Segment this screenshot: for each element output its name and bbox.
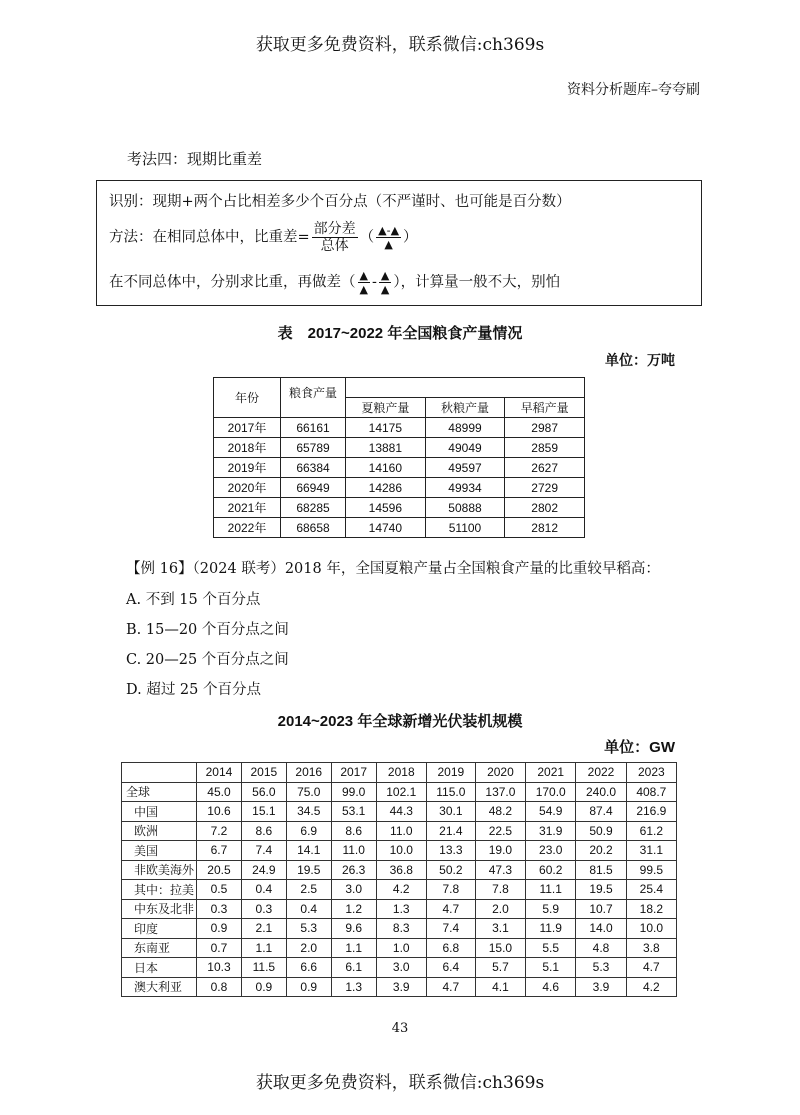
header-autumn: 秋粮产量 xyxy=(425,398,505,418)
cell: 11.1 xyxy=(526,880,576,900)
table-row xyxy=(122,899,677,919)
triangle-fraction xyxy=(376,224,401,251)
cell: 115.0 xyxy=(426,782,475,802)
cell: 3.0 xyxy=(331,880,376,900)
cell: 6.7 xyxy=(197,841,242,861)
cell: 4.1 xyxy=(475,977,525,997)
cell: 137.0 xyxy=(475,782,525,802)
cell: 4.8 xyxy=(576,938,626,958)
year-header: 2014 xyxy=(197,763,242,783)
box-line-identify: 识别：现期+两个占比相差多少个百分点（不严谨时、也可能是百分数） xyxy=(109,194,571,210)
cell: 87.4 xyxy=(576,802,626,822)
header-summer: 夏粮产量 xyxy=(346,398,426,418)
row-label: 美国 xyxy=(122,841,197,861)
cell: 5.3 xyxy=(576,958,626,978)
paren-close: ） xyxy=(403,229,418,246)
cell: 99.5 xyxy=(626,860,676,880)
cell: 13.3 xyxy=(426,841,475,861)
row-label: 日本 xyxy=(122,958,197,978)
cell: 19.5 xyxy=(286,860,331,880)
cell: 10.6 xyxy=(197,802,242,822)
cell: 7.4 xyxy=(426,919,475,939)
table-row xyxy=(122,782,677,802)
top-banner: 获取更多免费资料，联系微信:ch369s xyxy=(255,35,545,55)
cell: 8.6 xyxy=(331,821,376,841)
table2-title: 2014~2023 年全球新增光伏装机规模 xyxy=(277,713,523,730)
cell: 61.2 xyxy=(626,821,676,841)
cell: 0.3 xyxy=(197,899,242,919)
header-blank xyxy=(346,378,585,398)
cell: 51100 xyxy=(425,518,505,538)
cell: 3.9 xyxy=(376,977,426,997)
cell: 14175 xyxy=(346,418,426,438)
formula-fraction xyxy=(312,221,358,254)
year-header: 2023 xyxy=(626,763,676,783)
year-header: 2019 xyxy=(426,763,475,783)
cell: 5.7 xyxy=(475,958,525,978)
cell: 26.3 xyxy=(331,860,376,880)
row-label: 澳大利亚 xyxy=(122,977,197,997)
solar-table-body xyxy=(122,782,677,997)
method-box xyxy=(96,180,702,306)
cell: 22.5 xyxy=(475,821,525,841)
cell: 3.0 xyxy=(376,958,426,978)
cell: 0.5 xyxy=(197,880,242,900)
cell: 11.0 xyxy=(376,821,426,841)
triangle-denominator-1: ▲ xyxy=(359,283,368,296)
cell: 14286 xyxy=(346,478,426,498)
table-row xyxy=(122,802,677,822)
method-prefix: 方法：在相同总体中，比重差= xyxy=(109,229,310,246)
table-row xyxy=(122,860,677,880)
grain-table xyxy=(213,377,585,538)
cell: 2812 xyxy=(505,518,585,538)
cell: 60.2 xyxy=(526,860,576,880)
solar-table xyxy=(121,762,677,997)
cell: 19.5 xyxy=(576,880,626,900)
cell: 3.8 xyxy=(626,938,676,958)
cell: 25.4 xyxy=(626,880,676,900)
cell: 6.9 xyxy=(286,821,331,841)
cell: 5.5 xyxy=(526,938,576,958)
year-header: 2021 xyxy=(526,763,576,783)
row-label: 印度 xyxy=(122,919,197,939)
cell: 2020年 xyxy=(214,478,281,498)
cell: 21.4 xyxy=(426,821,475,841)
table1-title: 表 2017~2022 年全国粮食产量情况 xyxy=(277,325,523,342)
cell: 2018年 xyxy=(214,438,281,458)
row-label: 其中：拉美 xyxy=(122,880,197,900)
cell: 2019年 xyxy=(214,458,281,478)
triangle-numerator-2: ▲ xyxy=(380,269,390,282)
cell: 4.2 xyxy=(626,977,676,997)
cell: 0.4 xyxy=(286,899,331,919)
cell: 2859 xyxy=(505,438,585,458)
minus-sign: - xyxy=(371,274,377,291)
cell: 2.5 xyxy=(286,880,331,900)
cell: 6.4 xyxy=(426,958,475,978)
cell: 50.9 xyxy=(576,821,626,841)
cell: 4.2 xyxy=(376,880,426,900)
cell: 20.2 xyxy=(576,841,626,861)
cell: 14.1 xyxy=(286,841,331,861)
table-row xyxy=(214,498,585,518)
year-header: 2018 xyxy=(376,763,426,783)
cell: 75.0 xyxy=(286,782,331,802)
page-number: 43 xyxy=(391,1021,409,1036)
header-grain: 粮食产量 xyxy=(281,378,346,418)
cell: 1.3 xyxy=(376,899,426,919)
cell: 10.0 xyxy=(376,841,426,861)
cell: 66161 xyxy=(281,418,346,438)
triangle-fraction-1 xyxy=(358,269,370,296)
cell: 34.5 xyxy=(286,802,331,822)
cell: 48999 xyxy=(425,418,505,438)
method-title: 考法四：现期比重差 xyxy=(127,150,263,168)
option-a: A. 不到 15 个百分点 xyxy=(126,592,261,608)
cell: 0.7 xyxy=(197,938,242,958)
cell: 14160 xyxy=(346,458,426,478)
bottom-banner: 获取更多免费资料，联系微信:ch369s xyxy=(255,1073,545,1093)
cell: 8.3 xyxy=(376,919,426,939)
cell: 48.2 xyxy=(475,802,525,822)
cell: 11.0 xyxy=(331,841,376,861)
cell: 5.1 xyxy=(526,958,576,978)
cell: 3.9 xyxy=(576,977,626,997)
year-header: 2022 xyxy=(576,763,626,783)
cell: 10.7 xyxy=(576,899,626,919)
cell: 2.1 xyxy=(241,919,286,939)
cell: 13881 xyxy=(346,438,426,458)
cell: 4.7 xyxy=(426,899,475,919)
cell: 18.2 xyxy=(626,899,676,919)
cell: 11.9 xyxy=(526,919,576,939)
cell: 5.9 xyxy=(526,899,576,919)
cell: 81.5 xyxy=(576,860,626,880)
cell: 6.6 xyxy=(286,958,331,978)
header-right: 资料分析题库–夸夸刷 xyxy=(567,82,700,98)
different-prefix: 在不同总体中，分别求比重，再做差（ xyxy=(109,274,356,291)
cell: 14.0 xyxy=(576,919,626,939)
cell: 66949 xyxy=(281,478,346,498)
header-year: 年份 xyxy=(214,378,281,418)
cell: 7.8 xyxy=(426,880,475,900)
cell: 1.2 xyxy=(331,899,376,919)
formula-denominator: 总体 xyxy=(320,238,349,254)
cell: 24.9 xyxy=(241,860,286,880)
row-label: 非欧美海外 xyxy=(122,860,197,880)
cell: 0.4 xyxy=(241,880,286,900)
triangle-numerator: ▲-▲ xyxy=(378,224,400,237)
cell: 47.3 xyxy=(475,860,525,880)
cell: 65789 xyxy=(281,438,346,458)
cell: 45.0 xyxy=(197,782,242,802)
table-row xyxy=(122,880,677,900)
cell: 0.9 xyxy=(241,977,286,997)
table-row xyxy=(122,919,677,939)
cell: 14740 xyxy=(346,518,426,538)
cell: 1.1 xyxy=(241,938,286,958)
question-text: 【例 16】（2024 联考）2018 年，全国夏粮产量占全国粮食产量的比重较早稻高： xyxy=(126,561,660,577)
cell: 7.2 xyxy=(197,821,242,841)
cell: 15.1 xyxy=(241,802,286,822)
cell: 11.5 xyxy=(241,958,286,978)
cell: 9.6 xyxy=(331,919,376,939)
cell: 240.0 xyxy=(576,782,626,802)
cell: 66384 xyxy=(281,458,346,478)
cell: 14596 xyxy=(346,498,426,518)
cell: 4.7 xyxy=(626,958,676,978)
cell: 49597 xyxy=(425,458,505,478)
cell: 2017年 xyxy=(214,418,281,438)
cell: 2729 xyxy=(505,478,585,498)
table-row xyxy=(214,458,585,478)
cell: 36.8 xyxy=(376,860,426,880)
table-row xyxy=(214,438,585,458)
cell: 408.7 xyxy=(626,782,676,802)
cell: 15.0 xyxy=(475,938,525,958)
cell: 0.9 xyxy=(286,977,331,997)
cell: 23.0 xyxy=(526,841,576,861)
row-label: 欧洲 xyxy=(122,821,197,841)
triangle-numerator-1: ▲ xyxy=(359,269,368,282)
option-b: B. 15—20 个百分点之间 xyxy=(126,622,289,638)
cell: 31.9 xyxy=(526,821,576,841)
cell: 1.3 xyxy=(331,977,376,997)
cell: 6.1 xyxy=(331,958,376,978)
cell: 0.8 xyxy=(197,977,242,997)
cell: 170.0 xyxy=(526,782,576,802)
cell: 0.9 xyxy=(197,919,242,939)
cell: 10.0 xyxy=(626,919,676,939)
cell: 6.8 xyxy=(426,938,475,958)
cell: 7.8 xyxy=(475,880,525,900)
cell: 4.7 xyxy=(426,977,475,997)
row-label: 东南亚 xyxy=(122,938,197,958)
year-header: 2016 xyxy=(286,763,331,783)
cell: 4.6 xyxy=(526,977,576,997)
cell: 102.1 xyxy=(376,782,426,802)
triangle-denominator: ▲ xyxy=(384,238,393,251)
table-row xyxy=(122,821,677,841)
row-label: 中国 xyxy=(122,802,197,822)
table-row xyxy=(122,958,677,978)
cell: 68658 xyxy=(281,518,346,538)
cell: 10.3 xyxy=(197,958,242,978)
cell: 1.1 xyxy=(331,938,376,958)
cell: 50888 xyxy=(425,498,505,518)
cell: 216.9 xyxy=(626,802,676,822)
year-header: 2015 xyxy=(241,763,286,783)
cell: 44.3 xyxy=(376,802,426,822)
triangle-denominator-2: ▲ xyxy=(380,283,390,296)
cell: 2022年 xyxy=(214,518,281,538)
table2-unit: 单位：GW xyxy=(604,739,675,756)
cell: 5.3 xyxy=(286,919,331,939)
paren-open: （ xyxy=(359,229,375,246)
table-row xyxy=(214,478,585,498)
header-row xyxy=(122,763,677,783)
table-row xyxy=(122,977,677,997)
cell: 2021年 xyxy=(214,498,281,518)
cell: 20.5 xyxy=(197,860,242,880)
cell: 54.9 xyxy=(526,802,576,822)
option-c: C. 20—25 个百分点之间 xyxy=(126,652,289,668)
cell: 68285 xyxy=(281,498,346,518)
cell: 30.1 xyxy=(426,802,475,822)
cell: 31.1 xyxy=(626,841,676,861)
cell: 2802 xyxy=(505,498,585,518)
table-row xyxy=(214,418,585,438)
year-header: 2017 xyxy=(331,763,376,783)
cell: 8.6 xyxy=(241,821,286,841)
option-d: D. 超过 25 个百分点 xyxy=(126,682,261,698)
cell: 50.2 xyxy=(426,860,475,880)
row-label: 中东及北非 xyxy=(122,899,197,919)
different-suffix: ），计算量一般不大，别怕 xyxy=(393,274,561,291)
cell: 99.0 xyxy=(331,782,376,802)
cell: 49049 xyxy=(425,438,505,458)
cell: 7.4 xyxy=(241,841,286,861)
table-row xyxy=(214,518,585,538)
box-line-method xyxy=(109,221,418,254)
table1-unit: 单位：万吨 xyxy=(605,352,675,368)
formula-numerator: 部分差 xyxy=(313,221,356,237)
cell: 0.3 xyxy=(241,899,286,919)
table-row xyxy=(122,841,677,861)
triangle-fraction-2 xyxy=(379,269,391,296)
cell: 53.1 xyxy=(331,802,376,822)
cell: 3.1 xyxy=(475,919,525,939)
cell: 2627 xyxy=(505,458,585,478)
cell: 2987 xyxy=(505,418,585,438)
box-line-different xyxy=(109,269,560,296)
cell: 19.0 xyxy=(475,841,525,861)
corner-cell xyxy=(122,763,197,783)
row-label: 全球 xyxy=(122,782,197,802)
cell: 49934 xyxy=(425,478,505,498)
table-row xyxy=(122,938,677,958)
cell: 56.0 xyxy=(241,782,286,802)
cell: 2.0 xyxy=(475,899,525,919)
year-header: 2020 xyxy=(475,763,525,783)
cell: 2.0 xyxy=(286,938,331,958)
header-early-rice: 早稻产量 xyxy=(505,398,585,418)
cell: 1.0 xyxy=(376,938,426,958)
